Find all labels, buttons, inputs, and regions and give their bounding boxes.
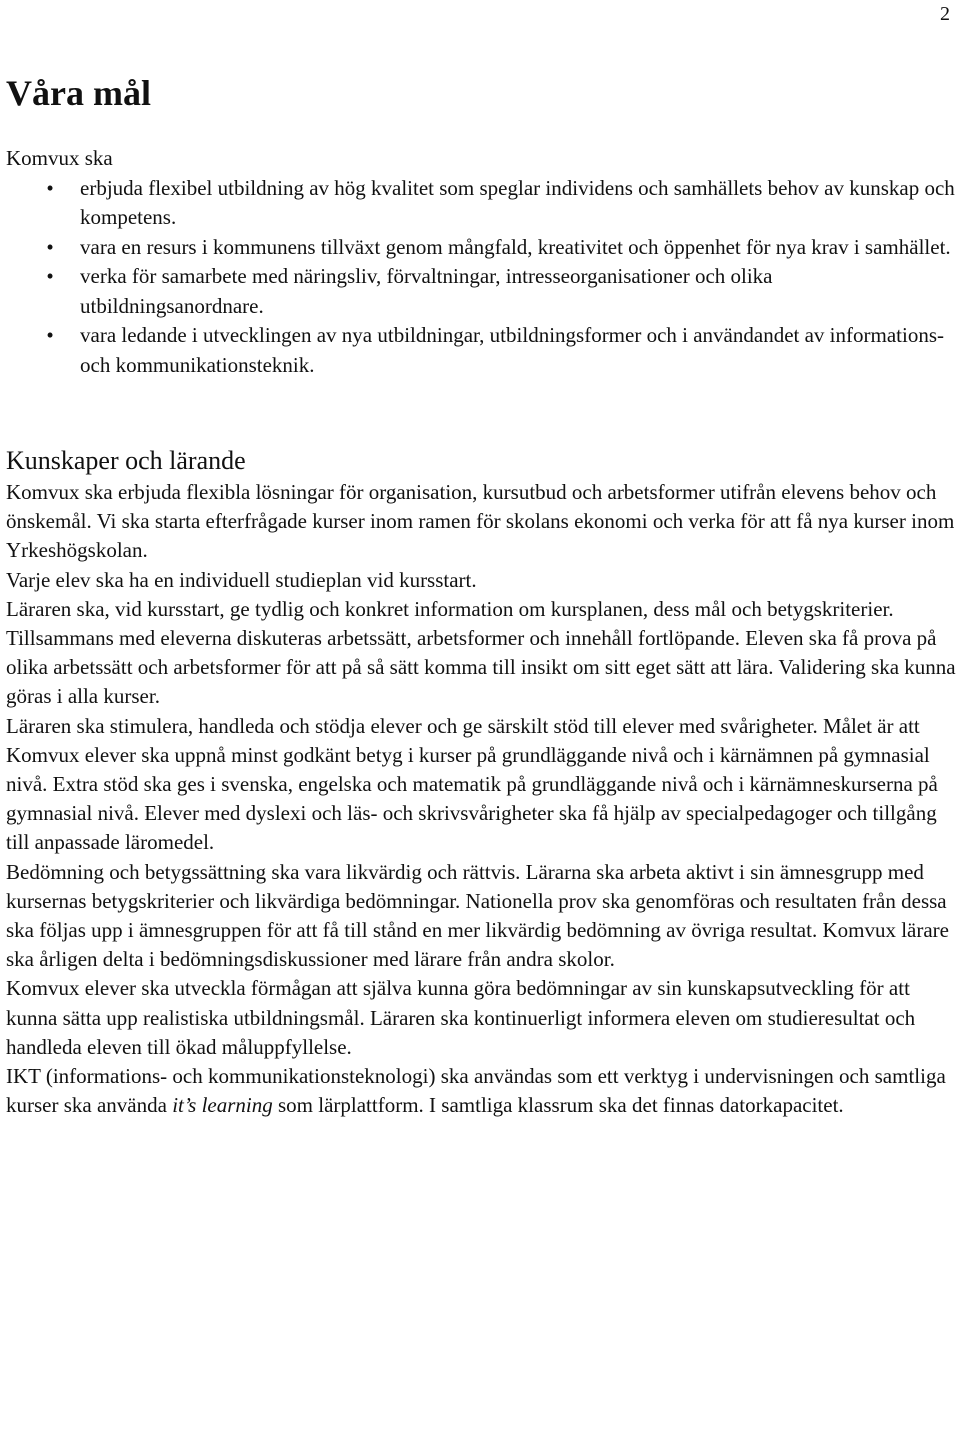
paragraph-course-info: Läraren ska, vid kursstart, ge tydlig och konkret information om kursplanen, dess mål och betygskriterier. Tillsammans med eleverna diskuteras arbetssätt, arbetsformer och innehåll fortlöpande. Eleven ska få prova på olika arbetssätt och arbetsformer för att på så sätt komma till insikt om sitt eget sätt att lära. Validering ska kunna göras i alla kurser. (6, 596, 956, 709)
section-heading: Kunskaper och lärande (6, 446, 246, 475)
goal-item (6, 321, 956, 380)
paragraph-support: Läraren ska stimulera, handleda och stödja elever och ge särskilt stöd till elever med svårigheter. Målet är att Komvux elever ska uppnå minst godkänt betyg i kurser på grundläggande nivå och i kärnämnen på gymnasial nivå. Extra stöd ska ges i svenska, engelska och matematik på grundläggande nivå och i kärnämneskurserna på gymnasial nivå. Elever med dyslexi och läs- och skrivsvårigheter ska få hjälp av specialpedagoger och tillgång till anpassade läromedel. (6, 713, 938, 855)
paragraph-flexibility: Komvux ska erbjuda flexibla lösningar för organisation, kursutbud och arbetsformer utifrån elevens behov och önskemål. Vi ska starta efterfrågade kurser inom ramen för skolans ekonomi och verka för att få nya kurser inom Yrkeshögskolan. (6, 480, 955, 563)
ict-text-start: IKT (informations- och kommunikationsteknologi) ska användas som ett verktyg i undervisningen och samtliga kurser ska använda (6, 1064, 946, 1118)
bullet-icon: • (46, 323, 54, 347)
goal-text: verka för samarbete med näringsliv, förvaltningar, intresseorganisationer och olika utbildningsanordnare. (80, 264, 773, 318)
page-title: Våra mål (6, 73, 151, 113)
goal-item (6, 262, 956, 321)
goal-text: vara en resurs i kommunens tillväxt genom mångfald, kreativitet och öppenhet för nya krav i samhället. (80, 234, 951, 259)
paragraph-study-plan: Varje elev ska ha en individuell studieplan vid kursstart. (6, 567, 477, 592)
goal-text: erbjuda flexibel utbildning av hög kvalitet som speglar individens och samhällets behov av kunskap och kompetens. (80, 175, 955, 229)
goal-item (6, 174, 956, 233)
bullet-icon: • (46, 264, 54, 288)
intro-text: Komvux ska (6, 146, 113, 170)
platform-name: it’s learning (172, 1093, 273, 1118)
paragraph-assessment: Bedömning och betygssättning ska vara likvärdig och rättvis. Lärarna ska arbeta aktivt i sin ämnesgrupp med kursernas betygskriterier och likvärdiga bedömningar. Nationella prov ska genomföras och resultaten från dessa ska följas upp i ämnesgruppen för att få till stånd en mer likvärdig bedömning av övriga resultat. Komvux lärare ska årligen delta i bedömningsdiskussioner med lärare från andra skolor. (6, 859, 949, 972)
document-body (6, 70, 956, 1120)
bullet-icon: • (46, 234, 54, 259)
page-number: 2 (940, 3, 950, 25)
paragraph-self-assessment: Komvux elever ska utveckla förmågan att själva kunna göra bedömningar av sin kunskapsutveckling för att kunna sätta upp realistiska utbildningsmål. Läraren ska kontinuerligt informera eleven om studieresultat och handleda eleven till ökad måluppfyllelse. (6, 976, 916, 1059)
bullet-icon: • (46, 175, 54, 200)
goal-text: vara ledande i utvecklingen av nya utbildningar, utbildningsformer och i användandet av informations- och kommunikationsteknik. (80, 323, 944, 377)
goal-item (6, 233, 956, 263)
goals-list (6, 174, 956, 381)
ict-text-end: som lärplattform. I samtliga klassrum ska det finnas datorkapacitet. (272, 1093, 844, 1118)
paragraph-ict (6, 1062, 956, 1120)
